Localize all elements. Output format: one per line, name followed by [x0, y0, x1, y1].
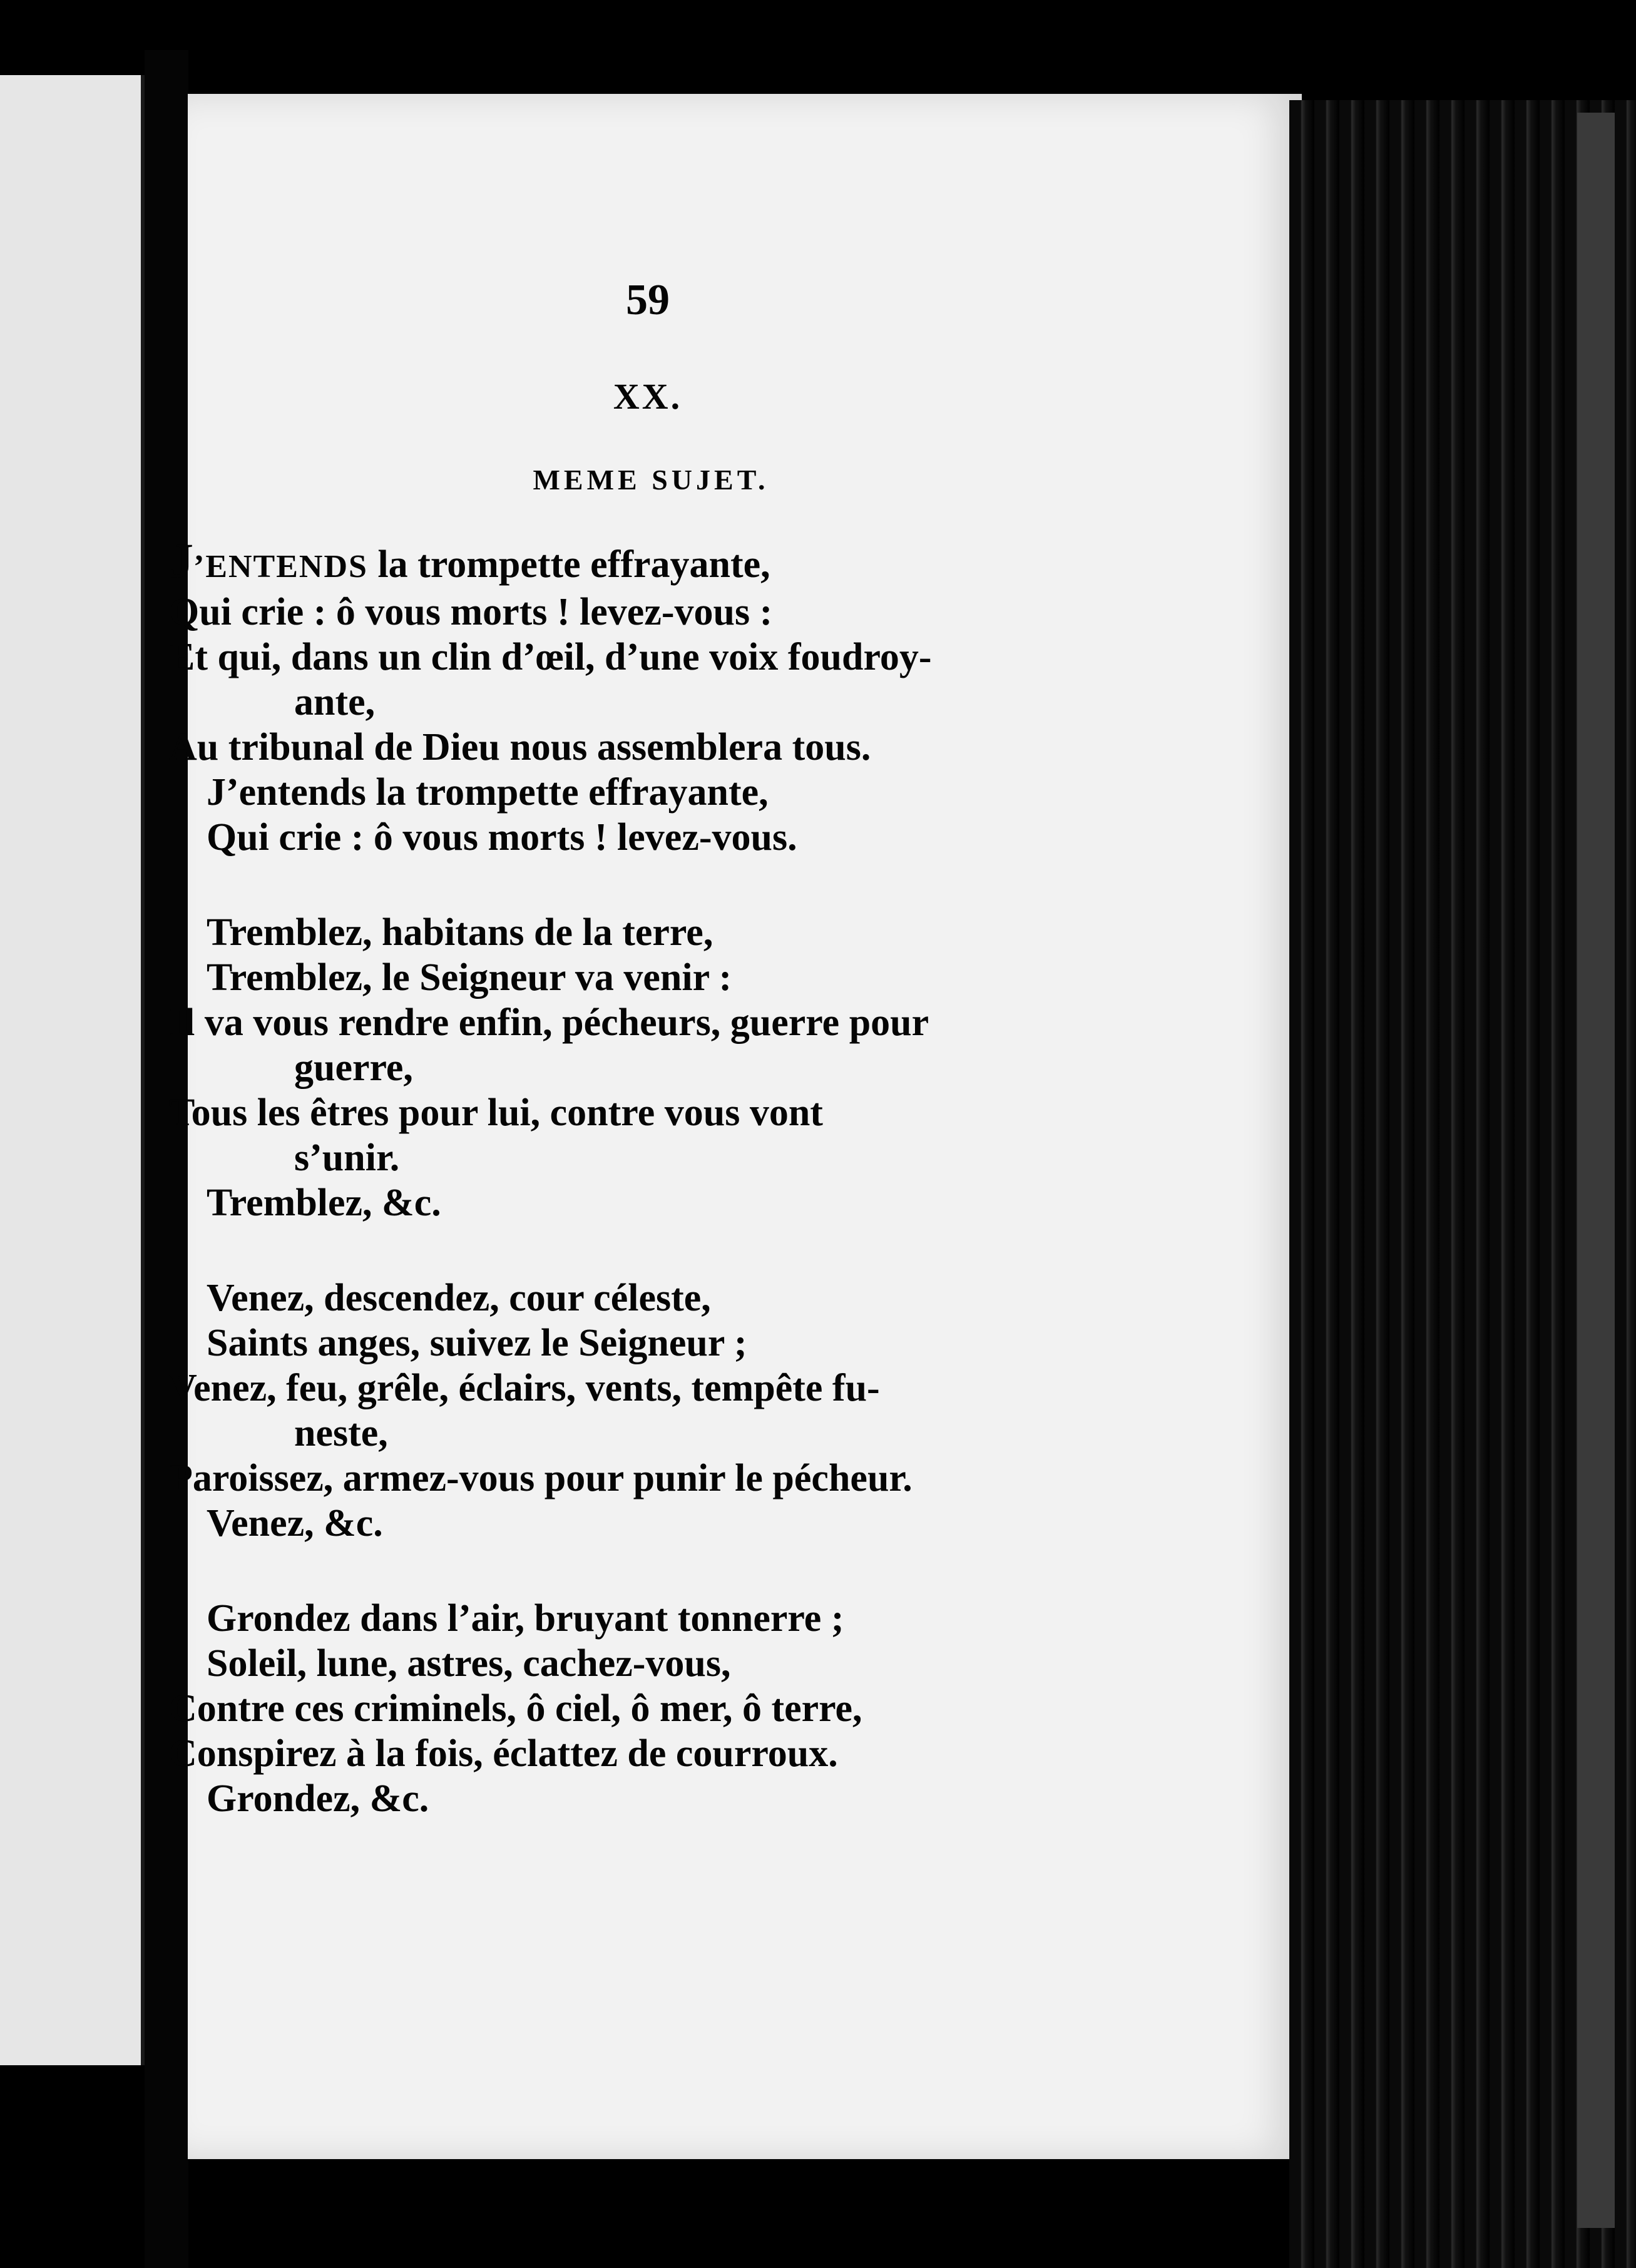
verse-line: Qui crie : ô vous morts ! levez-vous :: [169, 591, 773, 633]
spine-edge: [1577, 113, 1615, 2228]
verse-line: Conspirez à la fois, éclattez de courroux.: [169, 1732, 838, 1775]
verse-line: Grondez dans l’air, bruyant tonnerre ;: [207, 1597, 844, 1640]
verse-line: Il va vous rendre enfin, pécheurs, guerre pour: [169, 1001, 929, 1044]
verse-line: Saints anges, suivez le Seigneur ;: [207, 1322, 747, 1364]
small-caps-word: ’ENTENDS: [193, 549, 368, 585]
refrain-line: Venez, &c.: [207, 1502, 383, 1545]
verse-line: Paroissez, armez-vous pour punir le pécheur.: [169, 1457, 913, 1499]
hymn-text: [169, 533, 1095, 1871]
verse-line: Contre ces criminels, ô ciel, ô mer, ô terre,: [169, 1687, 862, 1730]
stanza-4: [169, 1596, 1095, 1821]
verse-line: Venez, descendez, cour céleste,: [207, 1277, 711, 1319]
verse-line-continuation: ante,: [294, 681, 376, 723]
stanza-3: [169, 1275, 1095, 1546]
refrain-line: Qui crie : ô vous morts ! levez-vous.: [207, 816, 797, 859]
facing-page-edge: [0, 75, 145, 2065]
verse-line-continuation: neste,: [294, 1412, 388, 1454]
stanza-2: [169, 910, 1095, 1225]
drop-cap: J: [169, 533, 193, 588]
verse-line: [169, 533, 1095, 590]
refrain-line: Tremblez, &c.: [207, 1182, 441, 1224]
refrain-line: Grondez, &c.: [207, 1777, 429, 1820]
verse-line: Tremblez, habitans de la terre,: [207, 911, 713, 954]
stanza-1: [169, 533, 1095, 860]
hymn-number: XX.: [613, 376, 683, 417]
verse-line-rest: la trompette effrayante,: [367, 543, 770, 586]
refrain-line: J’entends la trompette effrayante,: [207, 771, 769, 814]
verse-line: Venez, feu, grêle, éclairs, vents, tempête fu-: [169, 1367, 880, 1409]
hymn-title: MEME SUJET.: [533, 464, 769, 496]
page-number: 59: [626, 276, 670, 324]
verse-line: Et qui, dans un clin d’œil, d’une voix foudroy-: [169, 636, 932, 678]
verse-line: Tous les êtres pour lui, contre vous vont: [169, 1091, 823, 1134]
verse-line: Soleil, lune, astres, cachez-vous,: [207, 1642, 731, 1685]
verse-line-continuation: s’unir.: [294, 1137, 400, 1179]
verse-line: Au tribunal de Dieu nous assemblera tous.: [169, 726, 871, 769]
verse-line-continuation: guerre,: [294, 1046, 413, 1089]
verse-line: Tremblez, le Seigneur va venir :: [207, 956, 732, 999]
